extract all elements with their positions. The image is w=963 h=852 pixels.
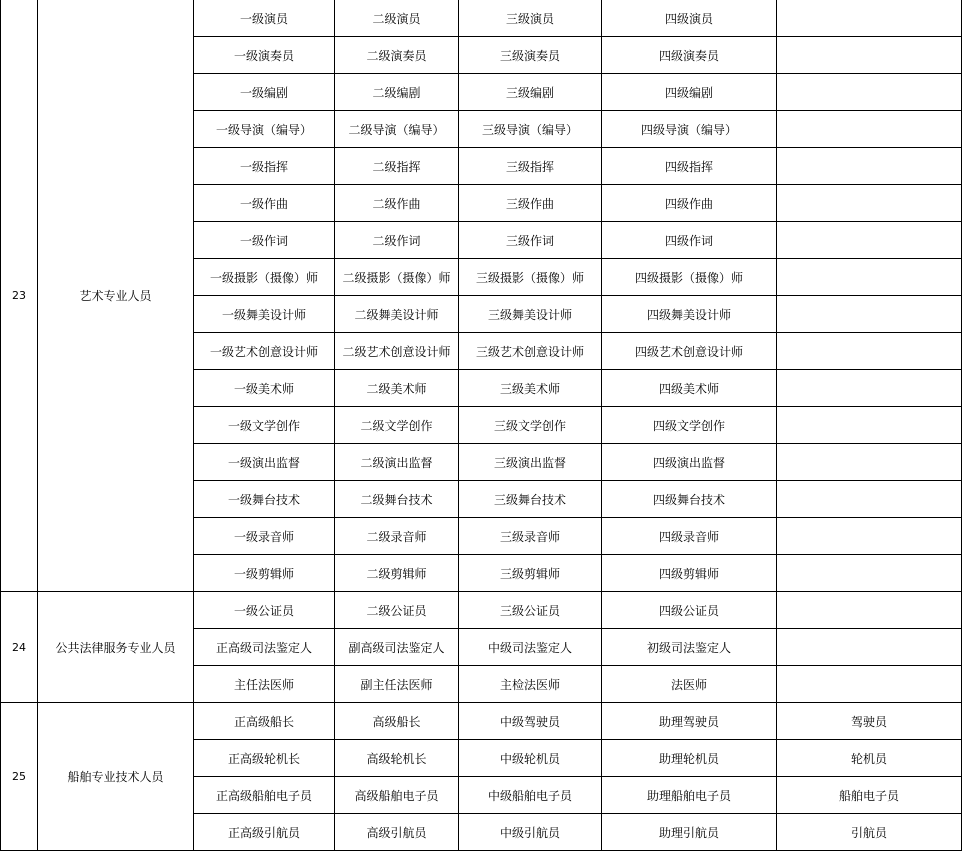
title-cell: 一级演奏员 <box>194 37 335 74</box>
title-cell <box>777 111 962 148</box>
title-cell: 一级艺术创意设计师 <box>194 333 335 370</box>
title-cell: 一级文学创作 <box>194 407 335 444</box>
title-cell: 一级舞台技术 <box>194 481 335 518</box>
title-cell: 三级演奏员 <box>459 37 602 74</box>
title-cell: 一级指挥 <box>194 148 335 185</box>
title-cell: 二级编剧 <box>335 74 459 111</box>
table-row <box>1 703 962 740</box>
title-cell: 主任法医师 <box>194 666 335 703</box>
table-row <box>1 592 962 629</box>
title-cell: 三级文学创作 <box>459 407 602 444</box>
title-cell: 一级导演（编导） <box>194 111 335 148</box>
title-cell: 助理驾驶员 <box>602 703 777 740</box>
title-cell: 一级编剧 <box>194 74 335 111</box>
title-cell: 四级文学创作 <box>602 407 777 444</box>
title-cell <box>777 37 962 74</box>
table-row <box>1 0 962 37</box>
title-cell: 三级美术师 <box>459 370 602 407</box>
title-cell: 二级录音师 <box>335 518 459 555</box>
title-cell: 法医师 <box>602 666 777 703</box>
title-cell: 中级轮机员 <box>459 740 602 777</box>
title-cell: 二级剪辑师 <box>335 555 459 592</box>
title-cell: 四级导演（编导） <box>602 111 777 148</box>
title-cell: 四级舞台技术 <box>602 481 777 518</box>
title-cell: 副主任法医师 <box>335 666 459 703</box>
title-cell: 一级录音师 <box>194 518 335 555</box>
title-cell: 二级美术师 <box>335 370 459 407</box>
title-cell: 高级船舶电子员 <box>335 777 459 814</box>
title-cell: 一级作词 <box>194 222 335 259</box>
title-cell: 高级船长 <box>335 703 459 740</box>
title-cell: 一级剪辑师 <box>194 555 335 592</box>
title-cell: 四级摄影（摄像）师 <box>602 259 777 296</box>
title-cell <box>777 629 962 666</box>
title-cell: 三级指挥 <box>459 148 602 185</box>
title-cell: 三级编剧 <box>459 74 602 111</box>
title-cell: 副高级司法鉴定人 <box>335 629 459 666</box>
title-cell: 二级指挥 <box>335 148 459 185</box>
title-cell: 二级舞美设计师 <box>335 296 459 333</box>
title-cell: 三级舞台技术 <box>459 481 602 518</box>
title-cell <box>777 592 962 629</box>
title-cell: 二级作词 <box>335 222 459 259</box>
title-cell: 四级演员 <box>602 0 777 37</box>
title-cell: 高级轮机长 <box>335 740 459 777</box>
title-cell <box>777 666 962 703</box>
title-cell: 一级美术师 <box>194 370 335 407</box>
title-cell: 四级作曲 <box>602 185 777 222</box>
title-cell: 二级艺术创意设计师 <box>335 333 459 370</box>
title-cell: 三级艺术创意设计师 <box>459 333 602 370</box>
title-cell: 四级剪辑师 <box>602 555 777 592</box>
title-cell: 三级摄影（摄像）师 <box>459 259 602 296</box>
title-cell: 中级引航员 <box>459 814 602 851</box>
title-cell: 二级摄影（摄像）师 <box>335 259 459 296</box>
title-cell: 中级司法鉴定人 <box>459 629 602 666</box>
title-cell: 四级演奏员 <box>602 37 777 74</box>
title-cell: 三级公证员 <box>459 592 602 629</box>
group-category: 船舶专业技术人员 <box>38 703 194 851</box>
title-cell <box>777 296 962 333</box>
title-cell <box>777 555 962 592</box>
title-cell: 二级演出监督 <box>335 444 459 481</box>
title-cell: 二级演奏员 <box>335 37 459 74</box>
title-cell: 助理轮机员 <box>602 740 777 777</box>
title-cell: 助理引航员 <box>602 814 777 851</box>
title-cell: 三级导演（编导） <box>459 111 602 148</box>
title-cell: 四级编剧 <box>602 74 777 111</box>
title-cell: 一级摄影（摄像）师 <box>194 259 335 296</box>
title-cell: 轮机员 <box>777 740 962 777</box>
title-cell: 主检法医师 <box>459 666 602 703</box>
title-cell: 正高级船长 <box>194 703 335 740</box>
title-cell <box>777 222 962 259</box>
title-cell: 三级作曲 <box>459 185 602 222</box>
title-cell: 一级演员 <box>194 0 335 37</box>
group-category: 艺术专业人员 <box>38 0 194 592</box>
title-cell: 一级演出监督 <box>194 444 335 481</box>
title-cell <box>777 259 962 296</box>
title-cell: 初级司法鉴定人 <box>602 629 777 666</box>
title-cell <box>777 407 962 444</box>
title-cell: 中级驾驶员 <box>459 703 602 740</box>
title-cell: 二级舞台技术 <box>335 481 459 518</box>
title-cell: 四级作词 <box>602 222 777 259</box>
title-cell <box>777 74 962 111</box>
title-cell: 正高级司法鉴定人 <box>194 629 335 666</box>
title-cell: 驾驶员 <box>777 703 962 740</box>
title-cell: 三级演员 <box>459 0 602 37</box>
group-number: 23 <box>1 0 38 592</box>
title-cell: 四级艺术创意设计师 <box>602 333 777 370</box>
title-cell: 四级演出监督 <box>602 444 777 481</box>
title-cell: 二级作曲 <box>335 185 459 222</box>
title-cell: 一级公证员 <box>194 592 335 629</box>
table-body <box>1 0 962 851</box>
title-cell: 二级文学创作 <box>335 407 459 444</box>
group-category: 公共法律服务专业人员 <box>38 592 194 703</box>
title-cell: 三级录音师 <box>459 518 602 555</box>
title-cell: 高级引航员 <box>335 814 459 851</box>
title-cell: 二级演员 <box>335 0 459 37</box>
group-number: 25 <box>1 703 38 851</box>
title-cell <box>777 333 962 370</box>
title-cell: 三级剪辑师 <box>459 555 602 592</box>
title-cell: 二级公证员 <box>335 592 459 629</box>
group-number: 24 <box>1 592 38 703</box>
title-cell: 中级船舶电子员 <box>459 777 602 814</box>
title-cell: 四级舞美设计师 <box>602 296 777 333</box>
title-cell: 三级作词 <box>459 222 602 259</box>
title-cell: 四级指挥 <box>602 148 777 185</box>
title-cell: 一级作曲 <box>194 185 335 222</box>
title-cell: 三级舞美设计师 <box>459 296 602 333</box>
title-cell <box>777 444 962 481</box>
title-cell: 四级公证员 <box>602 592 777 629</box>
title-cell <box>777 0 962 37</box>
title-cell: 正高级船舶电子员 <box>194 777 335 814</box>
title-cell: 船舶电子员 <box>777 777 962 814</box>
title-cell: 二级导演（编导） <box>335 111 459 148</box>
title-cell <box>777 481 962 518</box>
title-cell <box>777 518 962 555</box>
title-cell <box>777 148 962 185</box>
title-cell: 三级演出监督 <box>459 444 602 481</box>
title-cell <box>777 185 962 222</box>
title-cell: 四级录音师 <box>602 518 777 555</box>
title-cell: 引航员 <box>777 814 962 851</box>
title-cell: 四级美术师 <box>602 370 777 407</box>
title-cell: 助理船舶电子员 <box>602 777 777 814</box>
title-cell: 一级舞美设计师 <box>194 296 335 333</box>
title-cell: 正高级轮机长 <box>194 740 335 777</box>
title-cell: 正高级引航员 <box>194 814 335 851</box>
title-cell <box>777 370 962 407</box>
